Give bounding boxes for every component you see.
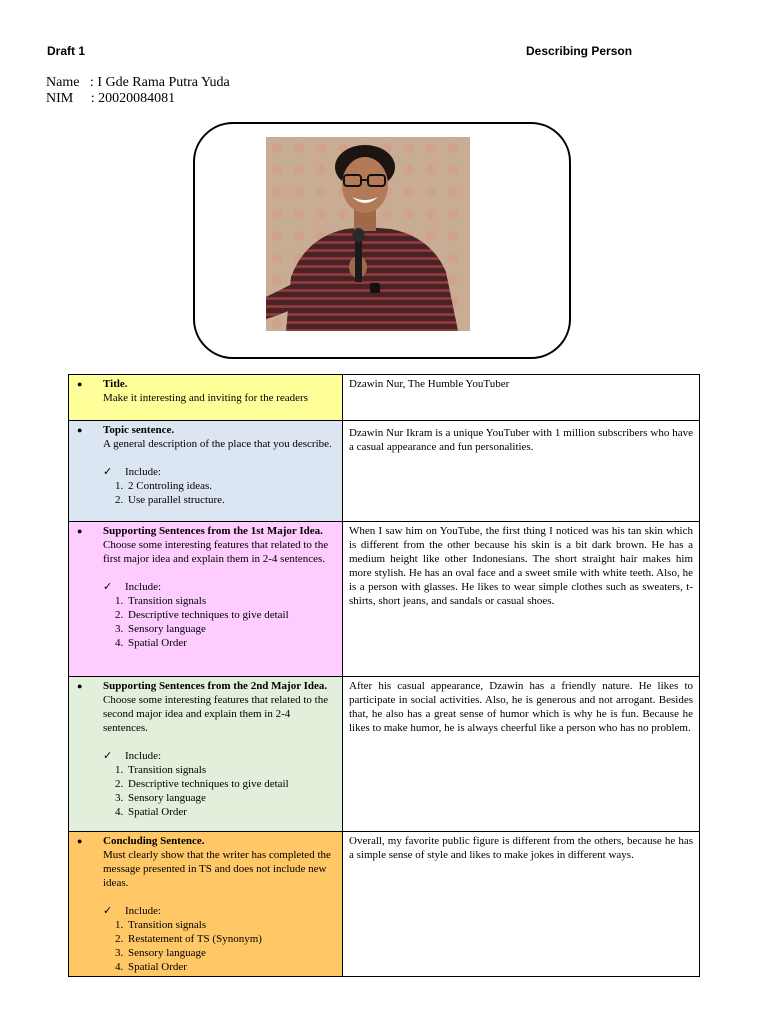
list-item: 4. Spatial Order xyxy=(126,805,336,819)
criteria-cell-concluding xyxy=(69,832,343,977)
paragraph-outline-table xyxy=(68,374,700,977)
list-item: 3. Sensory language xyxy=(126,791,336,805)
requirement-list xyxy=(103,479,336,507)
answer-cell-major1: When I saw him on YouTube, the first thing I noticed was his tan skin which is different from the other because his skin is a bit dark brown. He has a medium height like other Indonesians. The short straight hair makes him more stylish. He has an oval face and a sweet smile with white teeth. Also, he is a person with glasses. He likes to wear simple clothes such as sweaters, t-shirts, short jeans, and sandals or casual shoes. xyxy=(343,522,700,677)
answer-cell-topic: Dzawin Nur Ikram is a unique YouTuber with 1 million subscribers who have a casual appearance and fun personalities. xyxy=(343,421,700,522)
table-row xyxy=(69,522,700,677)
list-item: 1. Transition signals xyxy=(126,918,336,932)
name-line: Name : I Gde Rama Putra Yuda xyxy=(46,75,230,90)
bullet-icon: ● xyxy=(77,836,83,846)
list-item: 2. Descriptive techniques to give detail xyxy=(126,608,336,622)
list-item: 2. Use parallel structure. xyxy=(126,493,336,507)
table-row xyxy=(69,375,700,421)
criteria-cell-title xyxy=(69,375,343,421)
criteria-title: Topic sentence. xyxy=(103,424,175,436)
bullet-icon: ● xyxy=(77,681,83,691)
criteria-cell-topic xyxy=(69,421,343,522)
checkmark-icon: ✓ xyxy=(103,905,113,917)
list-item: 4. Spatial Order xyxy=(126,636,336,650)
answer-cell-concluding: Overall, my favorite public figure is different from the others, because he has a simple sense of style and likes to make jokes in different ways. xyxy=(343,832,700,977)
nim-line: NIM : 20020084081 xyxy=(46,91,176,106)
criteria-description: A general description of the place that you describe. xyxy=(103,438,332,450)
criteria-description: Choose some interesting features that related to the first major idea and explain them in 2-4 sentences. xyxy=(103,539,329,565)
requirement-list xyxy=(103,763,336,819)
list-item: 2. Restatement of TS (Synonym) xyxy=(126,932,336,946)
requirement-list xyxy=(103,594,336,650)
criteria-description: Must clearly show that the writer has completed the message presented in TS and does not include new ideas. xyxy=(103,849,331,889)
criteria-title: Supporting Sentences from the 1st Major Idea. xyxy=(103,525,323,537)
table-row xyxy=(69,832,700,977)
include-label: Include: xyxy=(125,466,162,478)
list-item: 1. 2 Controling ideas. xyxy=(126,479,336,493)
checkmark-icon: ✓ xyxy=(103,750,113,762)
requirement-list xyxy=(103,918,336,974)
criteria-title: Supporting Sentences from the 2nd Major Idea. xyxy=(103,680,328,692)
criteria-title: Concluding Sentence. xyxy=(103,835,205,847)
bullet-icon: ● xyxy=(77,379,83,389)
answer-cell-major2: After his casual appearance, Dzawin has a friendly nature. He likes to participate in social activities. Also, he is generous and not arrogant. Besides that, he also has a great sense of humor which is why he is fun. Because he likes to make humor, he is always cheerful like a person who has no problem. xyxy=(343,677,700,832)
criteria-title: Title. xyxy=(103,378,128,390)
criteria-description: Choose some interesting features that related to the second major idea and explain them in 2-4 sentences. xyxy=(103,694,329,734)
checkmark-icon: ✓ xyxy=(103,466,113,478)
bullet-icon: ● xyxy=(77,425,83,435)
criteria-description: Make it interesting and inviting for the readers xyxy=(103,392,308,404)
list-item: 1. Transition signals xyxy=(126,594,336,608)
list-item: 2. Descriptive techniques to give detail xyxy=(126,777,336,791)
list-item: 4. Spatial Order xyxy=(126,960,336,974)
checkmark-icon: ✓ xyxy=(103,581,113,593)
bullet-icon: ● xyxy=(77,526,83,536)
criteria-cell-major1 xyxy=(69,522,343,677)
answer-cell-title: Dzawin Nur, The Humble YouTuber xyxy=(343,375,700,421)
include-label: Include: xyxy=(125,581,162,593)
include-label: Include: xyxy=(125,905,162,917)
list-item: 3. Sensory language xyxy=(126,946,336,960)
table-row xyxy=(69,421,700,522)
criteria-cell-major2 xyxy=(69,677,343,832)
list-item: 3. Sensory language xyxy=(126,622,336,636)
person-photo xyxy=(266,137,470,331)
draft-label: Draft 1 xyxy=(47,44,86,58)
include-label: Include: xyxy=(125,750,162,762)
document-type-label: Describing Person xyxy=(526,44,633,58)
list-item: 1. Transition signals xyxy=(126,763,336,777)
table-row xyxy=(69,677,700,832)
